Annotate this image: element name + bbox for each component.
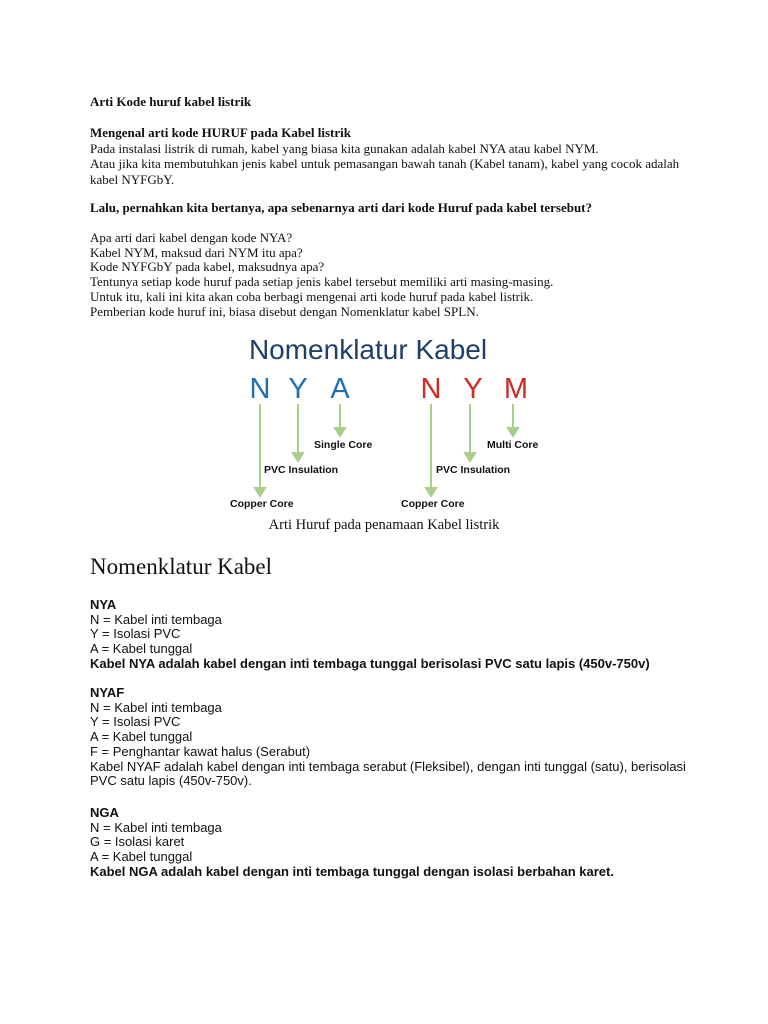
- letter-m-right: M: [503, 373, 529, 405]
- nomenclature-figure: [226, 334, 556, 514]
- arrow-head: [293, 453, 303, 461]
- figure-caption: Arti Huruf pada penamaan Kabel listrik: [268, 517, 500, 533]
- cable-name: NYAF: [90, 685, 125, 700]
- question-line: Untuk itu, kali ini kita akan coba berbagi mengenai arti kode huruf pada kabel listrik.: [90, 288, 534, 304]
- section-title: Nomenklatur Kabel: [90, 554, 273, 579]
- cable-summary: Kabel NGA adalah kabel dengan inti tembaga tunggal dengan isolasi berbahan karet.: [90, 863, 614, 879]
- intro-line: Atau jika kita membutuhkan jenis kabel untuk pemasangan bawah tanah (Kabel tanam), kabel yang cocok adalah: [90, 156, 680, 171]
- letter-y-left: Y: [288, 373, 308, 405]
- arrow-head: [508, 428, 518, 436]
- cable-item: G = Isolasi karet: [90, 834, 185, 850]
- label-single-core: Single Core: [314, 439, 373, 451]
- question-heading: Lalu, pernahkan kita bertanya, apa sebenarnya arti dari kode Huruf pada kabel tersebut?: [90, 200, 593, 215]
- cable-summary: PVC satu lapis (450v-750v).: [90, 773, 252, 789]
- cable-item: N = Kabel inti tembaga: [90, 819, 222, 835]
- letter-y-right: Y: [463, 373, 483, 405]
- label-pvc-insulation-left: PVC Insulation: [264, 464, 339, 476]
- arrow-head: [255, 488, 265, 496]
- arrow-head: [426, 488, 436, 496]
- cable-item: N = Kabel inti tembaga: [90, 699, 222, 715]
- arrow-head: [465, 453, 475, 461]
- figure-title: Nomenklatur Kabel: [248, 334, 488, 365]
- cable-nyaf: [90, 686, 710, 789]
- label-copper-core-left: Copper Core: [230, 498, 294, 510]
- letter-n-left: N: [249, 373, 271, 405]
- arrow-head: [335, 428, 345, 436]
- intro-heading: Mengenal arti kode HURUF pada Kabel listrik: [90, 125, 351, 140]
- question-line: Pemberian kode huruf ini, biasa disebut dengan Nomenklatur kabel SPLN.: [90, 303, 479, 319]
- cable-summary: Kabel NYA adalah kabel dengan inti tembaga tunggal berisolasi PVC satu lapis (450v-750v): [90, 655, 650, 671]
- intro-section: [90, 125, 710, 187]
- cable-name: NGA: [90, 805, 119, 820]
- label-copper-core-right: Copper Core: [401, 498, 465, 510]
- cable-item: A = Kabel tunggal: [90, 729, 193, 745]
- cable-item: Y = Isolasi PVC: [90, 714, 181, 730]
- nomenclature-diagram: [226, 334, 556, 514]
- cable-item: A = Kabel tunggal: [90, 849, 193, 865]
- doc-title: Arti Kode huruf kabel listrik: [90, 94, 252, 109]
- intro-line: kabel NYFGbY.: [90, 171, 175, 187]
- cable-nga: [90, 806, 710, 880]
- question-line: Tentunya setiap kode huruf pada setiap jenis kabel tersebut memiliki arti masing-masing.: [90, 274, 554, 290]
- cable-item: F = Penghantar kawat halus (Serabut): [90, 743, 311, 759]
- question-line: Kode NYFGbY pada kabel, maksudnya apa?: [90, 259, 325, 275]
- questions-block: [90, 231, 710, 319]
- question-line: Kabel NYM, maksud dari NYM itu apa?: [90, 244, 303, 260]
- label-multi-core: Multi Core: [487, 439, 539, 451]
- cable-item: A = Kabel tunggal: [90, 641, 193, 657]
- cable-name: NYA: [90, 597, 117, 612]
- intro-line: Pada instalasi listrik di rumah, kabel yang biasa kita gunakan adalah kabel NYA atau kabel NYM.: [90, 140, 599, 156]
- cable-nya: [90, 598, 710, 672]
- question-line: Apa arti dari kabel dengan kode NYA?: [90, 230, 293, 245]
- letter-a-left: A: [330, 373, 350, 405]
- letter-n-right: N: [420, 373, 442, 405]
- cable-item: N = Kabel inti tembaga: [90, 611, 222, 627]
- cable-item: Y = Isolasi PVC: [90, 626, 181, 642]
- label-pvc-insulation-right: PVC Insulation: [436, 464, 511, 476]
- cable-summary: Kabel NYAF adalah kabel dengan inti tembaga serabut (Fleksibel), dengan inti tunggal (satu), berisolasi: [90, 758, 686, 774]
